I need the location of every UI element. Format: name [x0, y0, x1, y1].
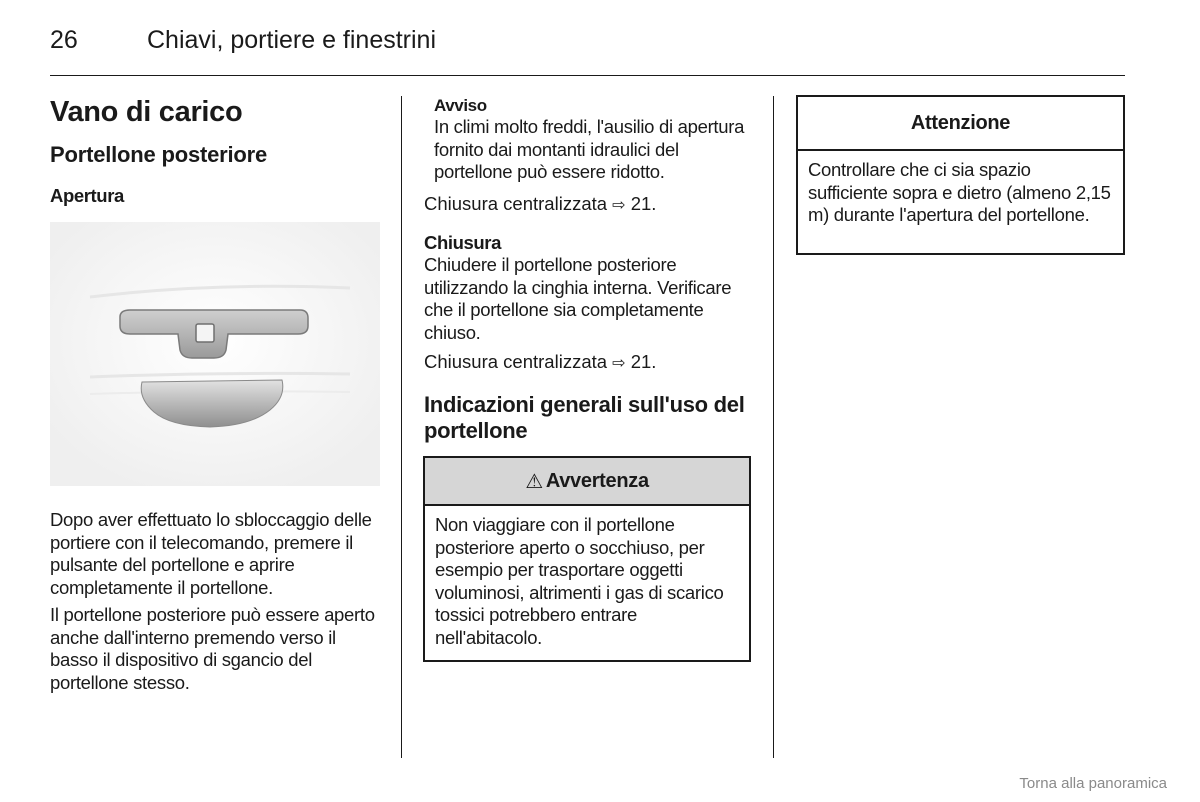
- notice-title: Avviso: [434, 96, 487, 115]
- general-usage-heading: Indicazioni generali sull'uso del portellone: [424, 391, 745, 443]
- caution-text: Controllare che ci sia spazio sufficiente sopra e dietro (almeno 2,15 m) durante l'apertura del portellone.: [808, 159, 1111, 225]
- column-1: [50, 95, 385, 694]
- closing-text: Chiudere il portellone posteriore utilizzando la cinghia interna. Verificare che il portellone sia completamente chiuso.: [424, 254, 732, 343]
- arrow-right-outline-icon: ⇨: [612, 196, 626, 214]
- reference-label: Chiusura centralizzata: [424, 351, 608, 372]
- warning-box-header: [425, 458, 749, 506]
- reference-label: Chiusura centralizzata: [424, 192, 608, 214]
- reference-page: 21.: [630, 192, 657, 214]
- back-to-overview-link[interactable]: Torna alla panoramica: [1019, 775, 1167, 792]
- subheading: Portellone posteriore: [50, 142, 268, 167]
- warning-title: Avvertenza: [545, 469, 649, 492]
- notice-block: [424, 96, 754, 184]
- arrow-right-outline-icon: ⇨: [612, 355, 626, 372]
- page-number: 26: [50, 26, 78, 54]
- opening-paragraph: Dopo aver effettuato lo sbloccaggio delle portiere con il telecomando, premere il pulsante del portellone e aprire completamente il portellone.: [50, 509, 372, 598]
- tailgate-handle-drawing: [50, 222, 380, 486]
- column-divider-1: [401, 96, 402, 758]
- reference-page: 21.: [630, 351, 657, 372]
- caution-box: [796, 95, 1125, 255]
- caution-box-header: Attenzione: [798, 97, 1123, 151]
- interior-release-paragraph: Il portellone posteriore può essere aperto anche dall'interno premendo verso il basso il dispositivo di sgancio del portellone stesso.: [50, 604, 375, 693]
- central-locking-reference-1[interactable]: [424, 193, 754, 218]
- closing-heading: Chiusura: [424, 232, 501, 253]
- warning-box: [423, 456, 751, 662]
- column-2: [424, 96, 754, 444]
- subsection-heading: Apertura: [50, 185, 124, 206]
- section-title: Chiavi, portiere e finestrini: [147, 26, 437, 54]
- warning-text: Non viaggiare con il portellone posteriore aperto o socchiuso, per esempio per trasportare oggetti voluminosi, altrimenti i gas di scarico tossici potrebbero entrare nell'abitacolo.: [435, 514, 724, 648]
- warning-triangle-icon: ⚠: [525, 470, 543, 493]
- central-locking-reference-2[interactable]: [424, 351, 754, 376]
- tailgate-handle-illustration: [50, 222, 380, 486]
- column-divider-2: [773, 96, 774, 758]
- page-heading: Vano di carico: [50, 96, 243, 128]
- header-divider: [50, 75, 1125, 76]
- notice-text: In climi molto freddi, l'ausilio di apertura fornito dai montanti idraulici del portellone può essere ridotto.: [434, 116, 745, 182]
